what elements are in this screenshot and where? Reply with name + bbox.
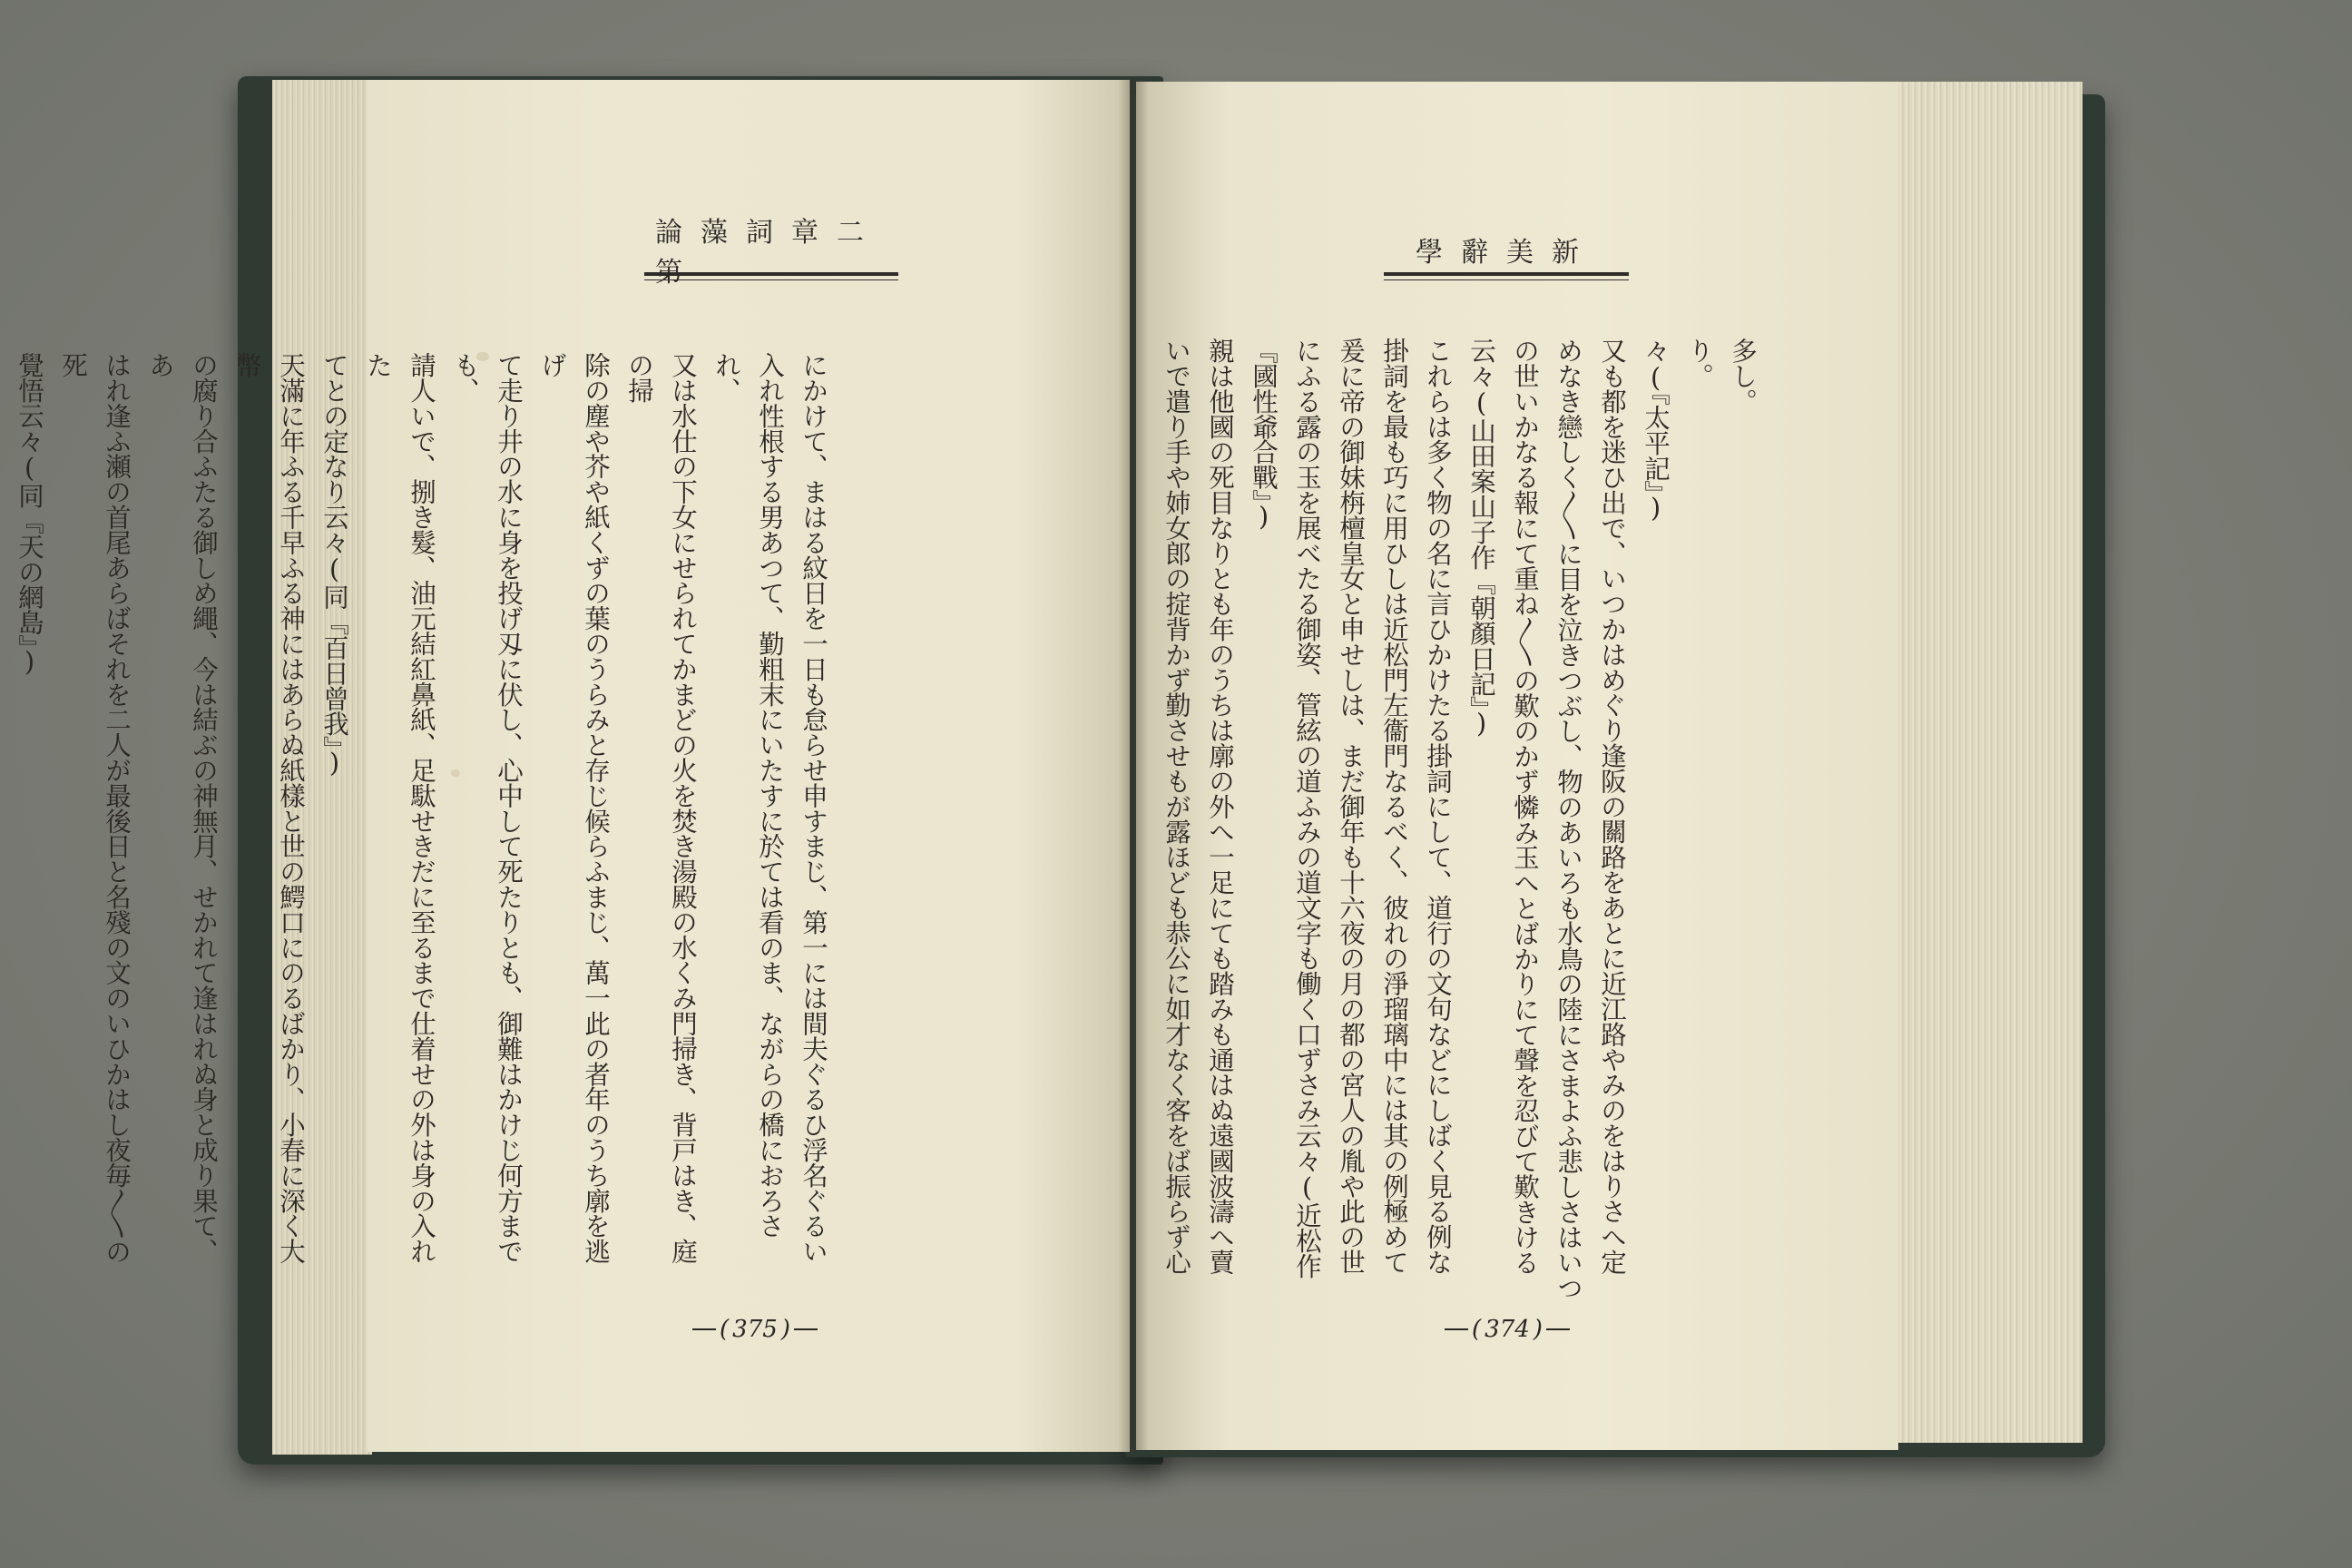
text-line: 除の塵や芥や紙くずの葉のうらみと存じ候らふまじ、萬一此の者年のうち廓を逃げ [537,352,611,1264]
text-line: 入れ性根する男あつて、勤粗末にいたすに於ては看のま、ながらの橋におろされ、 [711,352,785,1239]
left-page-header [644,217,898,289]
text-line: 又も都を迷ひ出で、いつかはめぐり逢阪の關路をあとに近江路やみのをはりさへ定 [1597,338,1627,1275]
right-page-number-text: 374 [1485,1316,1530,1343]
text-line: めなき戀しく〳〵に目を泣きつぶし、物のあいろも水鳥の陸にさまよふ悲しさはいつ [1553,338,1583,1300]
page-number-dash [794,1328,818,1330]
text-line: 々(『太平記』) [1641,338,1671,523]
text-line: 又は水仕の下女にせられてかまどの火を焚き湯殿の水くみ門掃き、背戸はき、庭の掃 [624,352,698,1264]
page-number-open-paren: ( [1472,1316,1482,1343]
left-page-body [15,352,835,1278]
text-line: 覺悟云々(同『天の網島』) [15,352,44,677]
text-line: て走り井の水に身を投げ刄に伏し、心中して死たりとも、御難はかけじ何方までも、 [450,352,524,1264]
text-line [0,352,7,1278]
left-header-text: 論藻詞章二第 [655,217,882,289]
text-line: 請人いで、捌き髮、油元結紅鼻紙、足駄せきだに至るまで仕着せの外は身の入れた [363,352,436,1264]
text-line: これらは多く物の名に言ひかけたる掛詞にして、道行の文句などにしばく見る例な [1423,338,1453,1275]
book-gutter [1118,80,1149,1452]
text-line: にふる露の玉を展べたる御姿、管絃の道ふみの道文字も働く口ずさみ云々(近松作 [1292,338,1322,1279]
left-page-number-text: 375 [732,1316,778,1343]
text-line: にかけて、まはる紋日を一日も怠らせ申すまじ、第一には間夫ぐるひ浮名ぐるい [799,352,828,1264]
text-line: り。 [1684,338,1714,388]
text-line: 掛詞を最も巧に用ひしは近松門左衞門なるべく、彼れの淨瑠璃中には其の例極めて [1379,338,1409,1275]
text-line: 多し。 [1728,338,1758,414]
text-line: はれ逢ふ瀬の首尾あらばそれを二人が最後日と名殘の文のいひかはし夜毎〳〵の死 [58,352,132,1265]
text-line: てとの定なり云々(同『百日曾我』) [319,352,349,779]
text-line: 天滿に年ふる千早ふる神にはあらぬ紙樣と世の鰐口にのるばかり、小春に深く大幣 [232,352,306,1264]
text-line: 云々(山田案山子作『朝顏日記』) [1466,338,1496,739]
right-page-header [1384,227,1629,276]
left-page-number [692,1316,818,1343]
text-line: 親は他國の死目なりとも年のうちは廓の外へ一足にても踏みも通はぬ遠國波濤へ賣 [1205,338,1235,1275]
right-page-number [1445,1316,1570,1343]
page-number-dash [1445,1328,1468,1330]
page-number-open-paren: ( [720,1316,730,1343]
text-line: 爰に帝の御妹栴檀皇女と申せしは、まだ御年も十六夜の月の都の宮人の胤や此の世 [1336,338,1366,1275]
text-line: いで遣り手や姉女郎の掟背かず勤させもが露ほども恭公に如才なく客をば振らず心 [1161,338,1191,1275]
right-page-body [1161,338,1764,1308]
text-line: 『國性爺合戰』) [1249,338,1279,532]
text-line: の腐り合ふたる御しめ繩、今は結ぶの神無月、せかれて逢はれぬ身と成り果て、あ [145,352,219,1264]
page-number-dash [1546,1328,1570,1330]
right-header-text: 學辭美新 [1416,237,1597,269]
text-line: の世いかなる報にて重ね〳〵の歎のかず憐み玉へとばかりにて聲を忍びて歎きける [1510,338,1540,1275]
page-edges-right [1892,82,2082,1443]
page-number-dash [692,1328,716,1330]
page-number-close-paren: ) [780,1316,790,1343]
page-number-close-paren: ) [1533,1316,1543,1343]
